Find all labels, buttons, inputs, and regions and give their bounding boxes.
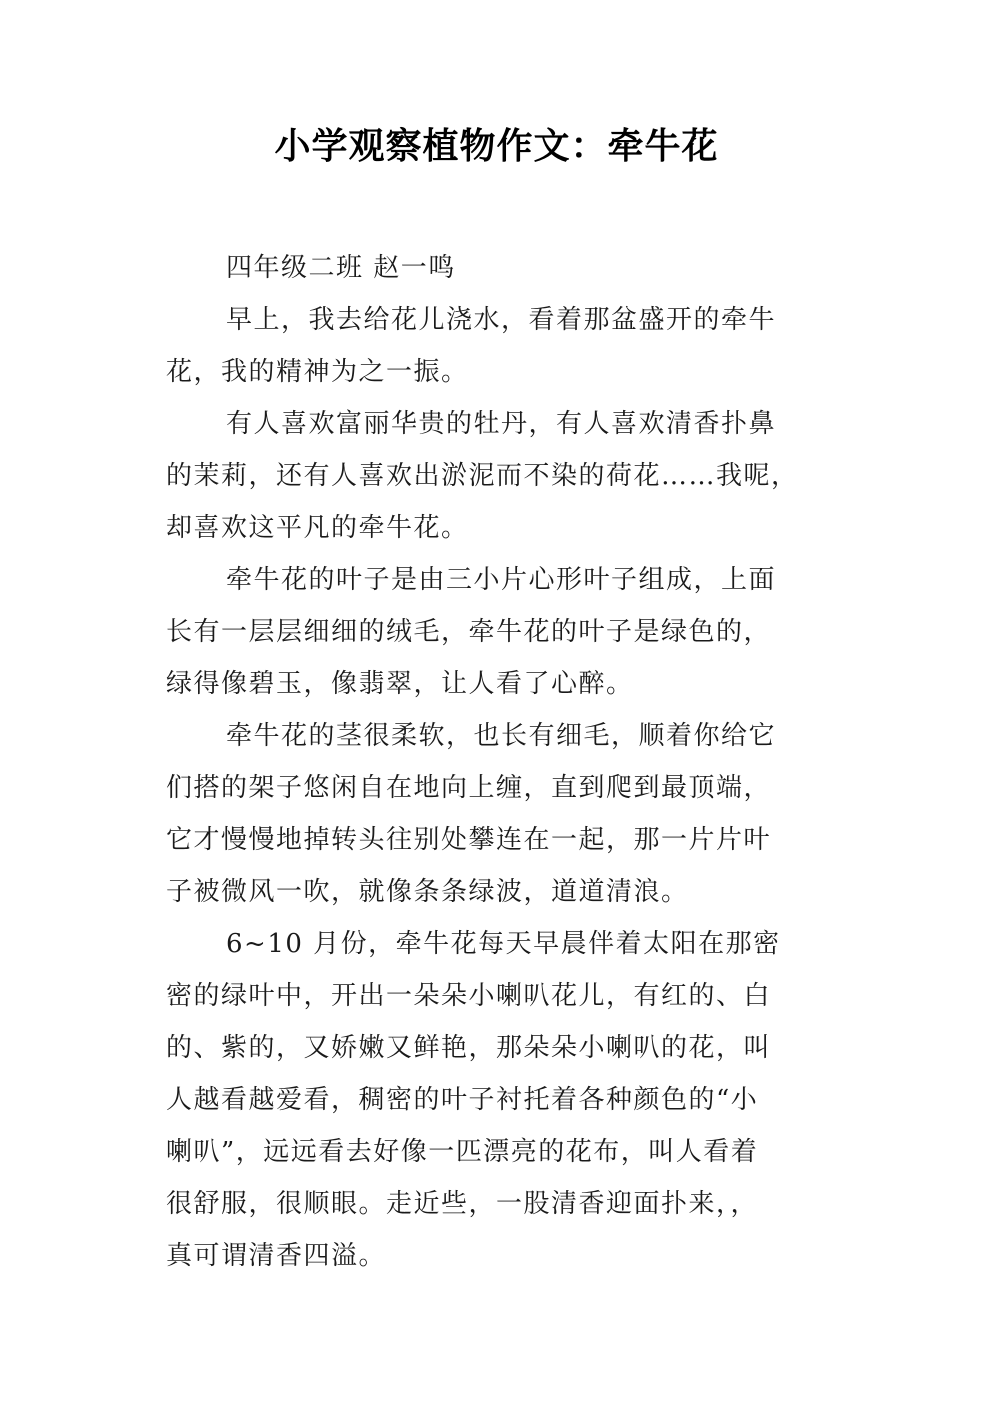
text-line: 有人喜欢富丽华贵的牡丹，有人喜欢清香扑鼻 — [226, 409, 777, 439]
text-line: 们搭的架子悠闲自在地向上缠，直到爬到最顶端， — [166, 773, 772, 803]
text-line: 密的绿叶中，开出一朵朵小喇叭花儿，有红的、白 — [166, 981, 772, 1011]
text-line: 牵牛花的茎很柔软，也长有细毛，顺着你给它 — [226, 721, 777, 751]
text-line: 长有一层层细细的绒毛，牵牛花的叶子是绿色的， — [166, 617, 772, 647]
text-line: 喇叭”，远远看去好像一匹漂亮的花布，叫人看着 — [166, 1137, 759, 1167]
author-line: 四年级二班 赵一鸣 — [226, 253, 456, 283]
text-line: 却喜欢这平凡的牵牛花。 — [166, 513, 469, 543]
text-line: 绿得像碧玉，像翡翠，让人看了心醉。 — [166, 669, 634, 699]
document-title: 小学观察植物作文：牵牛花 — [274, 126, 719, 167]
text-line: 真可谓清香四溢。 — [166, 1241, 387, 1271]
text-line: 花，我的精神为之一振。 — [166, 357, 469, 387]
text-line: 的、紫的，又娇嫩又鲜艳，那朵朵小喇叭的花，叫 — [166, 1033, 772, 1063]
text-line: 牵牛花的叶子是由三小片心形叶子组成，上面 — [226, 565, 777, 595]
text-line: 它才慢慢地掉转头往别处攀连在一起，那一片片叶 — [166, 825, 772, 855]
text-line: 子被微风一吹，就像条条绿波，道道清浪。 — [166, 877, 689, 907]
text-line: 的茉莉，还有人喜欢出淤泥而不染的荷花……我呢， — [166, 461, 799, 491]
text-line: 人越看越爱看，稠密的叶子衬托着各种颜色的“小 — [166, 1085, 759, 1115]
text-line: 6~10 月份，牵牛花每天早晨伴着太阳在那密 — [226, 929, 781, 959]
text-line: 很舒服，很顺眼。走近些，一股清香迎面扑来，， — [166, 1189, 759, 1219]
text-line: 早上，我去给花儿浇水，看着那盆盛开的牵牛 — [226, 305, 777, 335]
